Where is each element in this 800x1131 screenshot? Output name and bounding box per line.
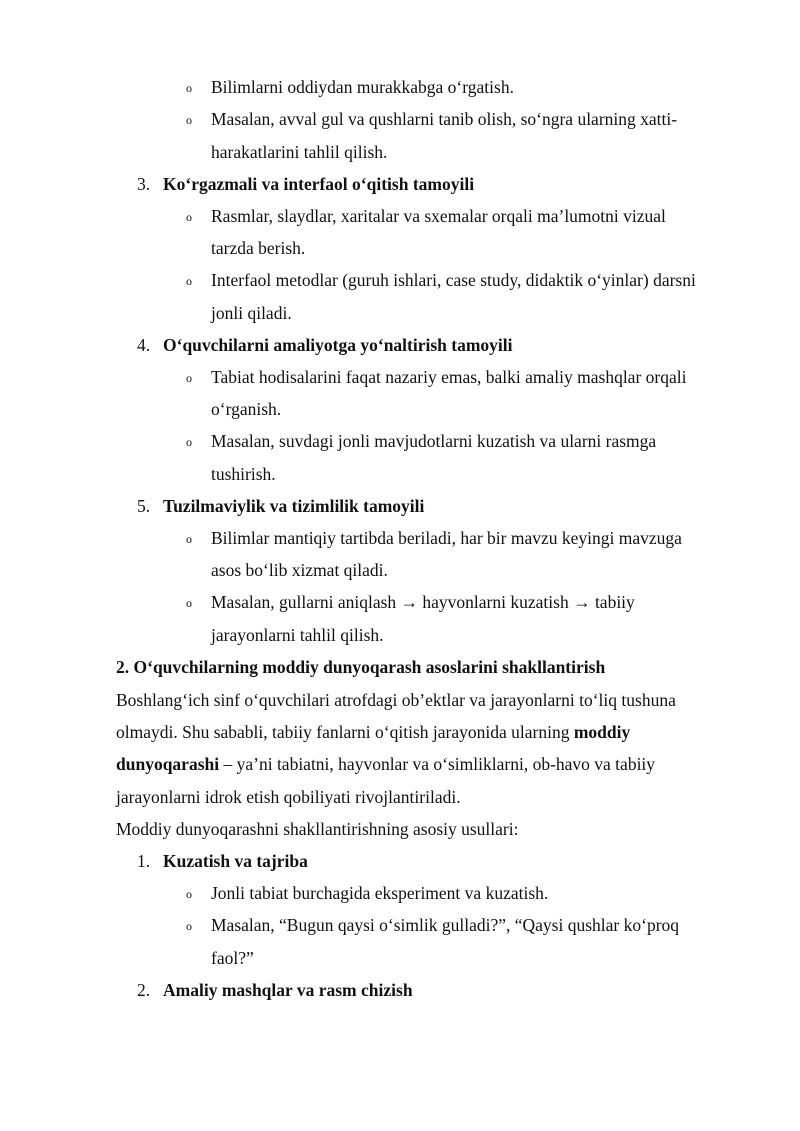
bullet-continuation: tushirish.: [211, 464, 276, 484]
paragraph-text: olmaydi. Shu sababli, tabiiy fanlarni o‘qitish jarayonida ularning: [116, 722, 574, 742]
bullet-continuation: faol?”: [211, 948, 254, 968]
bullet-continuation: o‘rganish.: [211, 399, 282, 419]
bullet-text: Tabiat hodisalarini faqat nazariy emas, balki amaliy mashqlar orqali: [211, 367, 687, 387]
bullet-continuation: harakatlarini tahlil qilish.: [211, 142, 388, 162]
list-heading: Kuzatish va tajriba: [163, 851, 308, 871]
bullet-text: Rasmlar, slaydlar, xaritalar va sxemalar orqali ma’lumotni vizual: [211, 206, 666, 226]
bullet-marker: o: [186, 887, 192, 901]
bullet-marker: o: [186, 371, 192, 385]
paragraph-line: jarayonlarni idrok etish qobiliyati rivojlantiriladi.: [116, 787, 461, 807]
bullet-marker: o: [186, 919, 192, 933]
paragraph-line: [116, 753, 655, 775]
list-number: 1.: [137, 851, 151, 871]
list-number: 3.: [137, 174, 151, 194]
bullet-marker: o: [186, 81, 192, 95]
list-heading: O‘quvchilarni amaliyotga yo‘naltirish tamoyili: [163, 335, 513, 355]
bullet-marker: o: [186, 532, 192, 546]
bullet-marker: o: [186, 210, 192, 224]
bullet-marker: o: [186, 596, 192, 610]
bullet-text: Bilimlarni oddiydan murakkabga o‘rgatish.: [211, 77, 514, 97]
emphasis-text: dunyoqarashi: [116, 754, 220, 774]
section-heading: 2. O‘quvchilarning moddiy dunyoqarash asoslarini shakllantirish: [116, 657, 606, 677]
list-heading: Tuzilmaviylik va tizimlilik tamoyili: [163, 496, 425, 516]
bullet-text: Bilimlar mantiqiy tartibda beriladi, har bir mavzu keyingi mavzuga: [211, 528, 682, 548]
bullet-continuation: asos bo‘lib xizmat qiladi.: [211, 560, 388, 580]
list-number: 2.: [137, 980, 151, 1000]
bullet-marker: o: [186, 274, 192, 288]
bullet-text: Jonli tabiat burchagida eksperiment va kuzatish.: [211, 883, 549, 903]
bullet-text: Masalan, suvdagi jonli mavjudotlarni kuzatish va ularni rasmga: [211, 431, 657, 451]
paragraph-line: [116, 721, 630, 743]
list-heading: Amaliy mashqlar va rasm chizish: [163, 980, 413, 1000]
list-heading: Ko‘rgazmali va interfaol o‘qitish tamoyili: [163, 174, 475, 194]
paragraph-text: – ya’ni tabiatni, hayvonlar va o‘simliklarni, ob-havo va tabiiy: [219, 754, 656, 774]
emphasis-text: moddiy: [573, 722, 631, 742]
list-number: 4.: [137, 335, 151, 355]
bullet-continuation: jonli qiladi.: [211, 303, 292, 323]
bullet-text: Masalan, gullarni aniqlash → hayvonlarni kuzatish → tabiiy: [211, 592, 635, 612]
bullet-marker: o: [186, 435, 192, 449]
bullet-text: Masalan, “Bugun qaysi o‘simlik gulladi?”, “Qaysi qushlar ko‘proq: [211, 915, 680, 935]
bullet-continuation: jarayonlarni tahlil qilish.: [211, 625, 384, 645]
bullet-marker: o: [186, 113, 192, 127]
bullet-text: Interfaol metodlar (guruh ishlari, case study, didaktik o‘yinlar) darsni: [211, 270, 696, 290]
bullet-continuation: tarzda berish.: [211, 238, 306, 258]
bullet-text: Masalan, avval gul va qushlarni tanib olish, so‘ngra ularning xatti-: [211, 109, 678, 129]
list-number: 5.: [137, 496, 151, 516]
paragraph-line: Moddiy dunyoqarashni shakllantirishning asosiy usullari:: [116, 819, 519, 839]
paragraph-line: Boshlang‘ich sinf o‘quvchilari atrofdagi ob’ektlar va jarayonlarni to‘liq tushuna: [116, 690, 676, 710]
